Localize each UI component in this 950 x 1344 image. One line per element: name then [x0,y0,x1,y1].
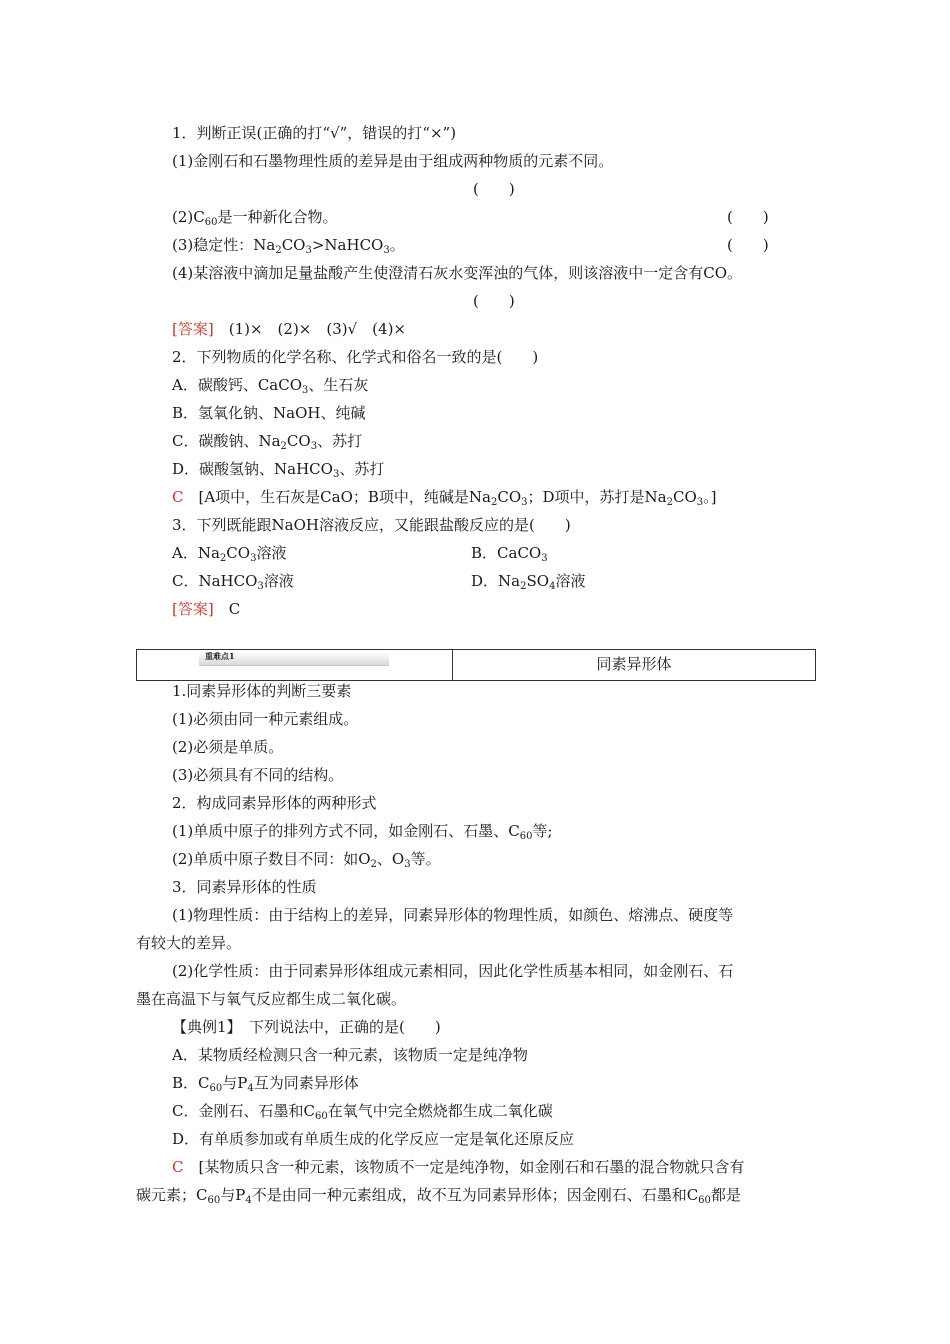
answer-letter: C [172,1158,184,1176]
q1-item-3: (3)稳定性：$Na_2CO_3>NaHCO_3$。 [172,236,405,256]
q1-item-2-blank: ( ) [727,208,769,226]
answer-tag: [答案] [172,320,214,338]
answer-tag: [答案] [172,600,214,618]
notes-2-2: (2)单质中原子数目不同：如$O_2$、$O_3$等。 [172,850,441,870]
q1-item-3-blank: ( ) [727,236,769,254]
q2-option-d: D．碳酸氢钠、NaHCO$_3$、苏打 [172,460,385,480]
q1-answer: [答案] (1)× (2)× (3)√ (4)× [172,320,406,338]
q1-item-4-blank: ( ) [473,292,515,310]
q3-option-c: C．NaHCO$_3$溶液 [172,572,294,592]
q1-item-1: (1)金刚石和石墨物理性质的差异是由于组成两种物质的元素不同。 [172,152,614,170]
notes-3-2-line-2: 墨在高温下与氧气反应都生成二氧化碳。 [136,990,407,1008]
example-answer-line-1: C [某物质只含一种元素，该物质不一定是纯净物，如金刚石和石墨的混合物就只含有 [172,1158,745,1176]
q1-title: 1．判断正误(正确的打“√”，错误的打“×”) [172,124,457,142]
q3-option-b: B．CaCO$_3$ [471,544,548,564]
notes-heading-2: 2．构成同素异形体的两种形式 [172,794,377,812]
q2-option-c: C．碳酸钠、$Na_2CO_3$、苏打 [172,432,363,452]
q3-option-a: A．$Na_2CO_3$溶液 [172,544,287,564]
topic-header [136,649,816,681]
example-option-a: A．某物质经检测只含一种元素，该物质一定是纯净物 [172,1046,528,1064]
notes-1-3: (3)必须具有不同的结构。 [172,766,344,784]
notes-1-2: (2)必须是单质。 [172,738,284,756]
q2-answer: C [A项中，生石灰是CaO；B项中，纯碱是$Na_2CO_3$；D项中，苏打是$Na_2CO_3$。] [172,488,717,508]
q3-answer: [答案] C [172,600,241,618]
example-answer-line-2: 碳元素；$C_{60}$与$P_4$不是由同一种元素组成，故不互为同素异形体；因金刚石、石墨和$C_{60}$都是 [136,1186,741,1206]
q1-item-4: (4)某溶液中滴加足量盐酸产生使澄清石灰水变浑浊的气体，则该溶液中一定含有CO。 [172,264,743,282]
notes-heading-1: 1.同素异形体的判断三要素 [172,682,352,700]
q2-stem: 2．下列物质的化学名称、化学式和俗名一致的是( ) [172,348,539,366]
notes-heading-3: 3．同素异形体的性质 [172,878,317,896]
answer-letter: C [172,488,184,506]
example-option-d: D．有单质参加或有单质生成的化学反应一定是氧化还原反应 [172,1130,575,1148]
q3-stem: 3．下列既能跟NaOH溶液反应，又能跟盐酸反应的是( ) [172,516,571,534]
notes-3-1-line-2: 有较大的差异。 [136,934,242,952]
q3-option-d: D．$Na_2SO_4$溶液 [471,572,586,592]
notes-3-2-line-1: (2)化学性质：由于同素异形体组成元素相同，因此化学性质基本相同，如金刚石、石 [172,962,734,980]
q1-item-2: $(2)C_{60}$是一种新化合物。 [172,208,338,228]
example-option-c: C．金刚石、石墨和$C_{60}$在氧气中完全燃烧都生成二氧化碳 [172,1102,553,1122]
example-stem: 【典例1】 下列说法中，正确的是( ) [172,1018,441,1036]
example-option-b: B．$C_{60}$与$P_4$互为同素异形体 [172,1074,359,1094]
notes-2-1: (1)单质中原子的排列方式不同，如金刚石、石墨、$C_{60}$等; [172,822,553,842]
topic-title: 同素异形体 [596,655,672,673]
q1-item-1-blank: ( ) [473,180,515,198]
notes-3-1-line-1: (1)物理性质：由于结构上的差异，同素异形体的物理性质，如颜色、熔沸点、硬度等 [172,906,734,924]
q2-option-a: A．碳酸钙、CaCO$_3$、生石灰 [172,376,369,396]
topic-tag: 重难点1 [205,651,235,661]
notes-1-1: (1)必须由同一种元素组成。 [172,710,359,728]
q2-option-b: B．氢氧化钠、NaOH、纯碱 [172,404,366,422]
